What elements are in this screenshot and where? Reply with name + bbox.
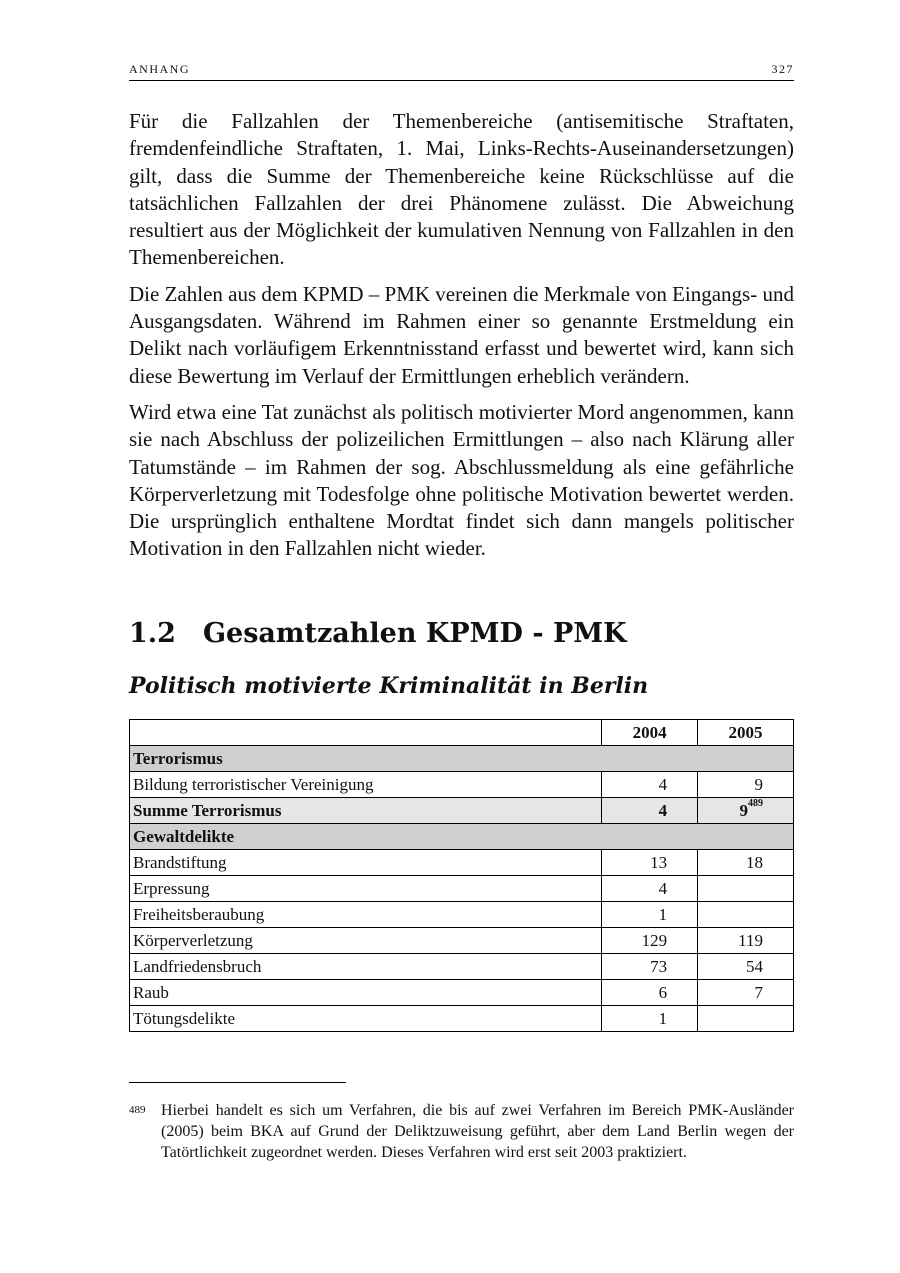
section-heading	[129, 618, 627, 649]
value-2005: 119	[698, 928, 794, 954]
crime-statistics-table	[129, 719, 794, 1032]
value-2004: 13	[602, 850, 698, 876]
body-text	[129, 108, 794, 572]
year-header-2005: 2005	[698, 720, 794, 746]
paragraph: Für die Fallzahlen der Themenbereiche (antisemitische Straftaten, fremdenfeindliche Straftaten, 1. Mai, Links-Rechts-Auseinandersetzungen) gilt, dass die Summe der Themenbereiche keine Rückschlüsse auf die tatsächlichen Fallzahlen der drei Phänomene zulässt. Die Abweichung resultiert aus der Möglichkeit der kumulativen Nennung von Fallzahlen in den Themenbereichen.	[129, 109, 794, 270]
running-header	[129, 62, 794, 81]
table-row	[130, 850, 794, 876]
value-2004: 4	[602, 772, 698, 798]
row-label: Summe Terrorismus	[130, 798, 602, 824]
table-row	[130, 876, 794, 902]
value-2005: 7	[698, 980, 794, 1006]
page-number: 327	[771, 62, 794, 76]
value-2004: 4	[602, 798, 698, 824]
value-2005: 9	[698, 772, 794, 798]
table-section-row	[130, 746, 794, 772]
table-row	[130, 980, 794, 1006]
row-label: Freiheitsberaubung	[130, 902, 602, 928]
value-2005	[698, 1006, 794, 1032]
row-label: Tötungsdelikte	[130, 1006, 602, 1032]
row-label: Raub	[130, 980, 602, 1006]
table-header-empty	[130, 720, 602, 746]
table-row	[130, 954, 794, 980]
footnote-number: 489	[129, 1104, 146, 1116]
value-2005-cell	[698, 798, 794, 824]
value-2005: 18	[698, 850, 794, 876]
table-sum-row	[130, 798, 794, 824]
row-label: Erpressung	[130, 876, 602, 902]
value-2004: 1	[602, 902, 698, 928]
value-2005	[698, 902, 794, 928]
paragraph: Wird etwa eine Tat zunächst als politisch motivierter Mord angenommen, kann sie nach Abschluss der polizeilichen Ermittlungen – also nach Klärung aller Tatumstände – im Rahmen der sog. Abschlussmeldung als eine gefährliche Körperverletzung mit Todesfolge ohne politische Motivation bewertet werden. Die ursprünglich enthaltene Mordtat findet sich dann mangels politischer Motivation in den Fallzahlen nicht wieder.	[129, 399, 794, 561]
section-label-terrorism: Terrorismus	[130, 746, 794, 772]
table-section-row	[130, 824, 794, 850]
row-label: Brandstiftung	[130, 850, 602, 876]
footnote	[129, 1100, 794, 1163]
value-2005: 9	[739, 800, 748, 820]
footnote-text: Hierbei handelt es sich um Verfahren, die bis auf zwei Verfahren im Bereich PMK-Ausländer (2005) beim BKA auf Grund der Deliktzuweisung geführt, aber dem Land Berlin wegen der Tatörtlichkeit zugeordnet werden. Dieses Verfahren wird erst seit 2003 praktiziert.	[161, 1102, 794, 1161]
row-label: Bildung terroristischer Vereinigung	[130, 772, 602, 798]
header-section-label: ANHANG	[129, 62, 190, 76]
row-label: Körperverletzung	[130, 928, 602, 954]
footnote-reference[interactable]: 489	[748, 797, 763, 809]
section-label-violence: Gewaltdelikte	[130, 824, 794, 850]
value-2004: 6	[602, 980, 698, 1006]
section-title: Gesamtzahlen KPMD - PMK	[203, 618, 627, 649]
section-number: 1.2	[129, 618, 176, 649]
table-row	[130, 772, 794, 798]
year-header-2004: 2004	[602, 720, 698, 746]
table-header-row	[130, 720, 794, 746]
value-2004: 4	[602, 876, 698, 902]
row-label: Landfriedensbruch	[130, 954, 602, 980]
paragraph: Die Zahlen aus dem KPMD – PMK vereinen die Merkmale von Eingangs- und Ausgangsdaten. Während im Rahmen einer so genannte Erstmeldung ein Delikt nach vorläufigem Erkenntnisstand erfasst und bewertet wird, kann sich diese Bewertung im Verlauf der Ermittlungen erheblich verändern.	[129, 281, 794, 388]
value-2005	[698, 876, 794, 902]
value-2005: 54	[698, 954, 794, 980]
table-row	[130, 902, 794, 928]
footnote-divider	[129, 1082, 346, 1083]
value-2004: 129	[602, 928, 698, 954]
table-subtitle: Politisch motivierte Kriminalität in Berlin	[129, 673, 649, 699]
value-2004: 73	[602, 954, 698, 980]
table-row	[130, 1006, 794, 1032]
value-2004: 1	[602, 1006, 698, 1032]
table-row	[130, 928, 794, 954]
